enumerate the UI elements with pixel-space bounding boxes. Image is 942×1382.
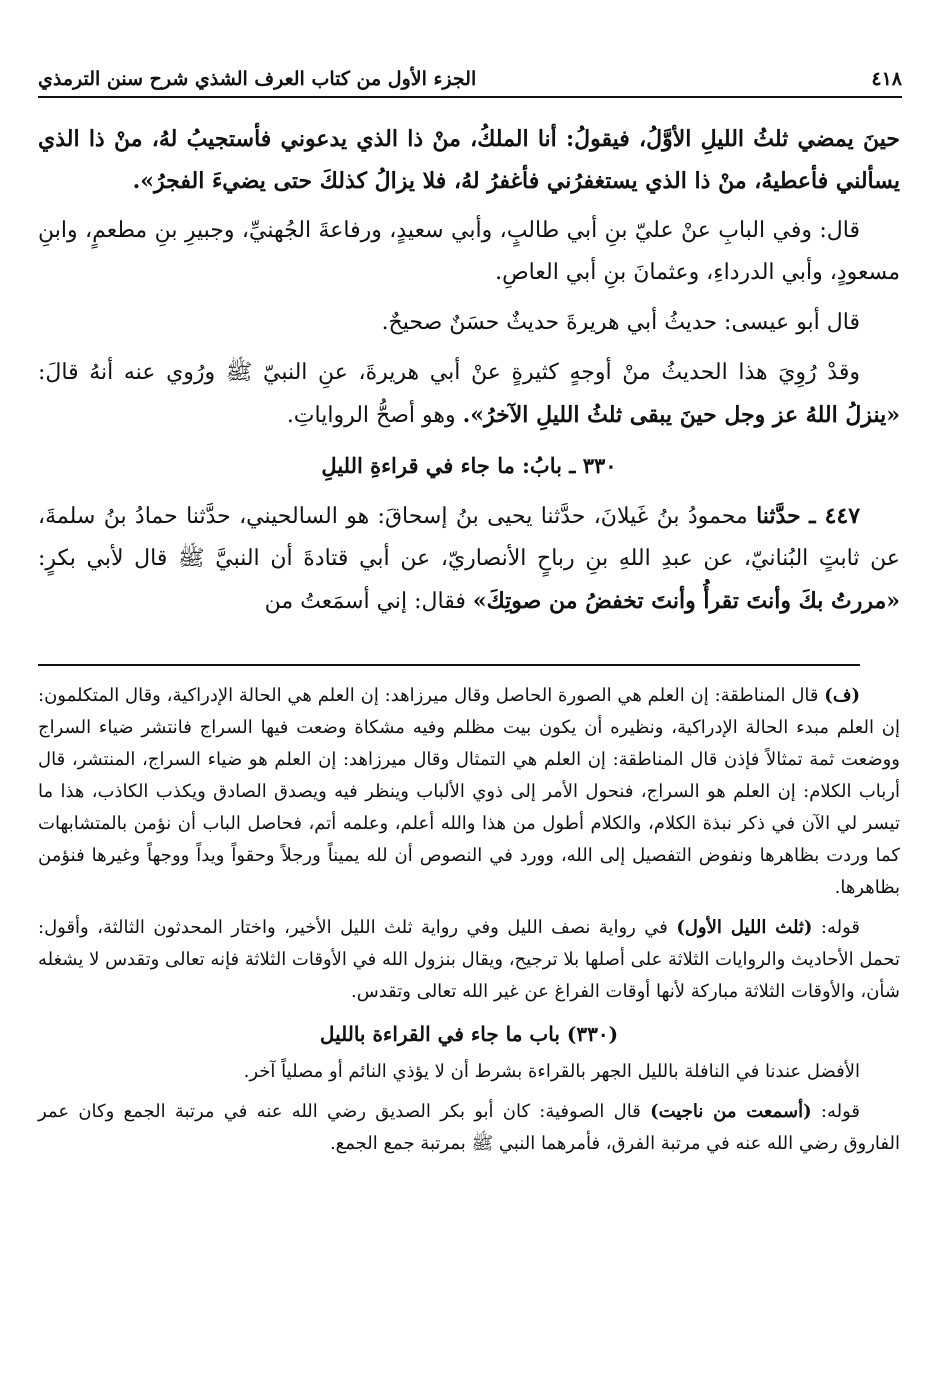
matn-continuation: فقال: إني أسمَعتُ من — [264, 589, 466, 614]
bab-others-paragraph: قال: وفي البابِ عنْ عليّ بنِ أبي طالبٍ، وأبي سعيدٍ، ورفاعةَ الجُهنيِّ، وجبيرِ بنِ مطعمٍ، وابنِ مسعودٍ، وأبي الدرداءِ، وعثمانَ بنِ أبي العاصِ. — [38, 218, 900, 285]
note-thuluth-prefix: قوله: — [820, 917, 860, 938]
note-f — [38, 680, 900, 904]
note-asmaat-term: (أسمعت من ناجيت) — [650, 1101, 812, 1122]
footnote-divider — [38, 664, 860, 666]
header-divider — [38, 96, 902, 98]
page-number: ٤١٨ — [871, 68, 902, 90]
page-header — [38, 56, 902, 90]
hadith-447 — [38, 495, 900, 623]
riwayat-intro: وقدْ رُوِيَ هذا الحديثُ منْ أوجهٍ كثيرةٍ عنْ أبي هريرةَ، عنِ النبيّ ﷺ ورُوي عنه أنهُ قالَ: — [38, 360, 860, 385]
note-thuluth — [38, 912, 900, 1008]
abu-isa-grading: قال أبو عيسى: حديثُ أبي هريرةَ حديثٌ حسَنٌ صحيحٌ. — [381, 310, 860, 335]
note-thuluth-term: (ثلث الليل الأول) — [676, 917, 813, 938]
running-title: الجزء الأول من كتاب العرف الشذي شرح سنن الترمذي — [38, 68, 477, 90]
matn: «مررتُ بكَ وأنتَ تقرأُ وأنتَ تخفضُ من صوتِكَ» — [472, 588, 900, 614]
note-asmaat-prefix: قوله: — [820, 1101, 860, 1122]
riwayat-end: وهو أصحُّ الرواياتِ. — [286, 403, 456, 428]
commentary-notes — [38, 680, 900, 1168]
note-thuluth-text: في رواية نصف الليل وفي رواية ثلث الليل الأخير، واختار المحدثون الثالثة، وأقول: تحمل الأحاديث والروايات الثلاثة على أصلها بلا ترجيح، ويقال بنزول الله في الأوقات الثلاثة فإنه تعالى وتقدس لا يشغله شأن، والأوقات الثلاثة مباركة لأنها أوقات الفراغ عن غير الله تعالى وتقدس. — [38, 917, 900, 1002]
hadith-number: ٤٤٧ ـ — [809, 503, 861, 529]
main-text — [38, 118, 900, 631]
isnad: محمودُ بنُ غَيلانَ، حدَّثنا يحيى بنُ إسحاقَ: هو السالحيني، حدَّثنا حمادُ بنُ سلمةَ، عن ثابتٍ البُنانيّ، عن عبدِ اللهِ بنِ رباحٍ الأنصاريّ، عن أبي قتادةَ أن النبيَّ ﷺ قال لأبي بكرٍ: — [38, 504, 900, 571]
chapter-heading: ٣٣٠ ـ بابُ: ما جاء في قراءةِ الليلِ — [321, 453, 617, 478]
note-f-label: (ف) — [824, 685, 860, 706]
note-asmaat — [38, 1096, 900, 1160]
notes-chapter-heading: (٣٣٠) باب ما جاء في القراءة بالليل — [319, 1022, 619, 1046]
hadith-ending: حينَ يمضي ثلثُ الليلِ الأوَّلُ، فيقولُ: أنا الملكُ، منْ ذا الذي يدعوني فأستجيبُ لهُ، منْ ذا الذي يسألني فأعطيهُ، منْ ذا الذي يستغفرُني فأغفرُ لهُ، فلا يزالُ كذلكَ حتى يضيءَ الفجرُ». — [38, 126, 900, 194]
note-afdal: الأفضل عندنا في النافلة بالليل الجهر بالقراءة بشرط أن لا يؤذي النائم أو مصلياً آخر. — [243, 1061, 860, 1082]
riwayat-quote: «ينزلُ اللهُ عز وجل حينَ يبقى ثلثُ الليلِ الآخرُ». — [462, 402, 900, 428]
note-asmaat-text: قال الصوفية: كان أبو بكر الصديق رضي الله عنه في مرتبة الجمع وكان عمر الفاروق رضي الله عنه في مرتبة الفرق، فأمرهما النبي ﷺ بمرتبة جمع الجمع. — [38, 1101, 900, 1154]
note-f-text: قال المناطقة: إن العلم هي الصورة الحاصل وقال ميرزاهد: إن العلم هي الحالة الإدراكية، وقال المتكلمون: إن العلم مبدء الحالة الإدراكية، ونظيره أن يكون بيت مظلم وفيه مشكاة وضعت فيها السراج فانتشر ضياء السراج ووضعت ثمة تمثالاً فإذن قال المناطقة: إن العلم هي التمثال وقال ميرزاهد: إن العلم هو ضياء السراج، المنتشر، قال أرباب الكلام: إن العلم هو السراج، فنحول الأمر إلى ذوي الألباب وينظر فيه ويصدق الصادق ويكذب الكاذب، هذا ما تيسر لي الآن في ذكر نبذة الكلام، والكلام أطول من هذا والله أعلم، وعلمه أتم، فحاصل الباب أن نؤمن بالمتشابهات كما وردت بظاهرها ونفوض التفصيل إلى الله، وورد في النصوص أن لله يميناً ورجلاً وحقواً ويداً ووجهاً وغيرها فنؤمن بظاهرها. — [38, 685, 900, 898]
riwayat-paragraph — [38, 352, 900, 437]
haddathana-word: حدَّثنا — [756, 503, 801, 529]
